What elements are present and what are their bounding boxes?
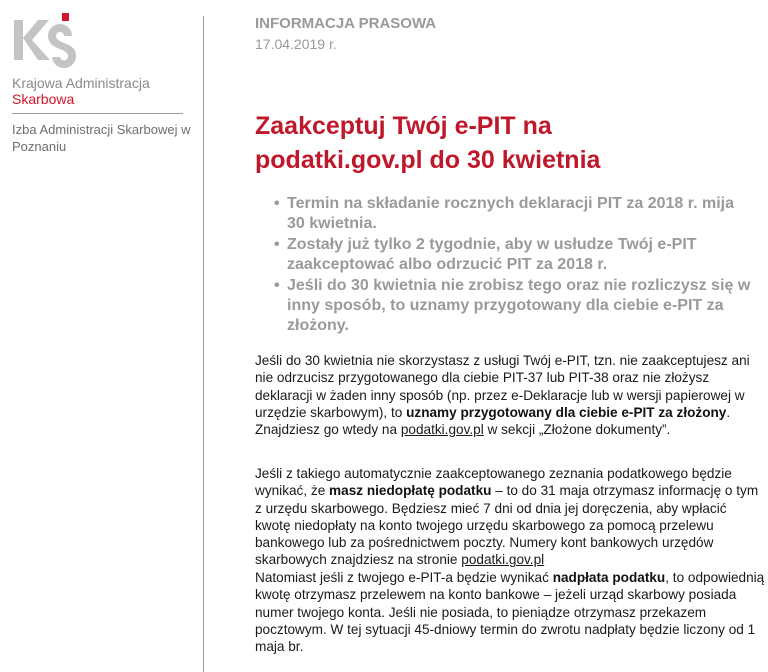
podatki-link[interactable]: podatki.gov.pl [461, 552, 545, 568]
paragraph-text: . Znajdziesz go wtedy na [255, 404, 731, 438]
paragraph-bold: nadpłata podatku [552, 570, 666, 585]
summary-item: • Zostały już tylko 2 tygodnie, aby w usłudze Twój e-PIT zaakceptować albo odrzucić PIT za 2018 r. [275, 235, 755, 275]
headline: Zaakceptuj Twój e-PIT na podatki.gov.pl do 30 kwietnia [255, 112, 601, 174]
kas-logo [12, 12, 84, 68]
sidebar-divider [12, 113, 183, 114]
paragraph-text: Natomiast jeśli z twojego e-PIT-a będzie wynikać [255, 570, 553, 585]
summary-list [275, 194, 755, 337]
paragraph-text: Jeśli do 30 kwietnia nie skorzystasz z usługi Twój e-PIT, tzn. nie zaakceptujesz ani nie odrzucisz przygotowanego dla ciebie PIT-37 lub PIT-38 oraz nie złożysz deklaracji w żaden inny sposób (np. przez e-Deklaracje lub w wersji papierowej w urzędzie skarbowym), to [255, 353, 750, 420]
vertical-divider [203, 16, 204, 672]
paragraph-bold: masz niedopłatę podatku [329, 483, 492, 499]
document-type: INFORMACJA PRASOWA [255, 15, 437, 32]
chamber-name: Izba Administracji Skarbowej w Poznaniu [12, 122, 191, 154]
podatki-link[interactable]: podatki.gov.pl [400, 422, 484, 438]
paragraph-text: – to do 31 maja otrzymasz informację o tym z urzędu skarbowego. Będziesz mieć 7 dni od dnia jej doręczenia, aby wpłacić kwotę niedopłaty na konto twojego urzędu skarbowego za pomocą przelewu bankowego lub za pośrednictwem poczty. Numery kont bankowych urzędów skarbowych znajdziesz na stronie [255, 483, 759, 568]
org-name-line1: Krajowa Administracja [12, 75, 150, 91]
paragraph-text: Jeśli z takiego automatycznie zaakceptowanego zeznania podatkowego będzie wynikać, że [255, 466, 732, 499]
paragraph-epit-acceptance [255, 352, 765, 438]
org-name-line2: Skarbowa [12, 91, 75, 107]
sidebar [0, 0, 203, 672]
document-date: 17.04.2019 r. [255, 36, 337, 52]
paragraph-bold: uznamy przygotowany dla ciebie e-PIT za złożony [406, 404, 727, 420]
paragraph-text: w sekcji „Złożone dokumenty”. [483, 422, 671, 438]
paragraph-text: , to odpowiednią kwotę otrzymasz przelewem na konto bankowe – jeżeli urząd skarbowy posiada numer twojego konta. Jeśli nie posiada, to pieniądze otrzymasz przekazem pocztowym. W tej sytuacji 45-dniowy termin do zwrotu nadpłaty będzie liczony od 1 maja br. [255, 570, 765, 655]
summary-item: • Jeśli do 30 kwietnia nie zrobisz tego oraz nie rozliczysz się w inny sposób, to uznamy przygotowany dla ciebie e-PIT za złożony. [275, 276, 755, 336]
paragraph-underpayment [255, 465, 765, 569]
summary-item: • Termin na składanie rocznych deklaracji PIT za 2018 r. mija 30 kwietnia. [275, 194, 755, 234]
paragraph-overpayment [255, 569, 765, 655]
